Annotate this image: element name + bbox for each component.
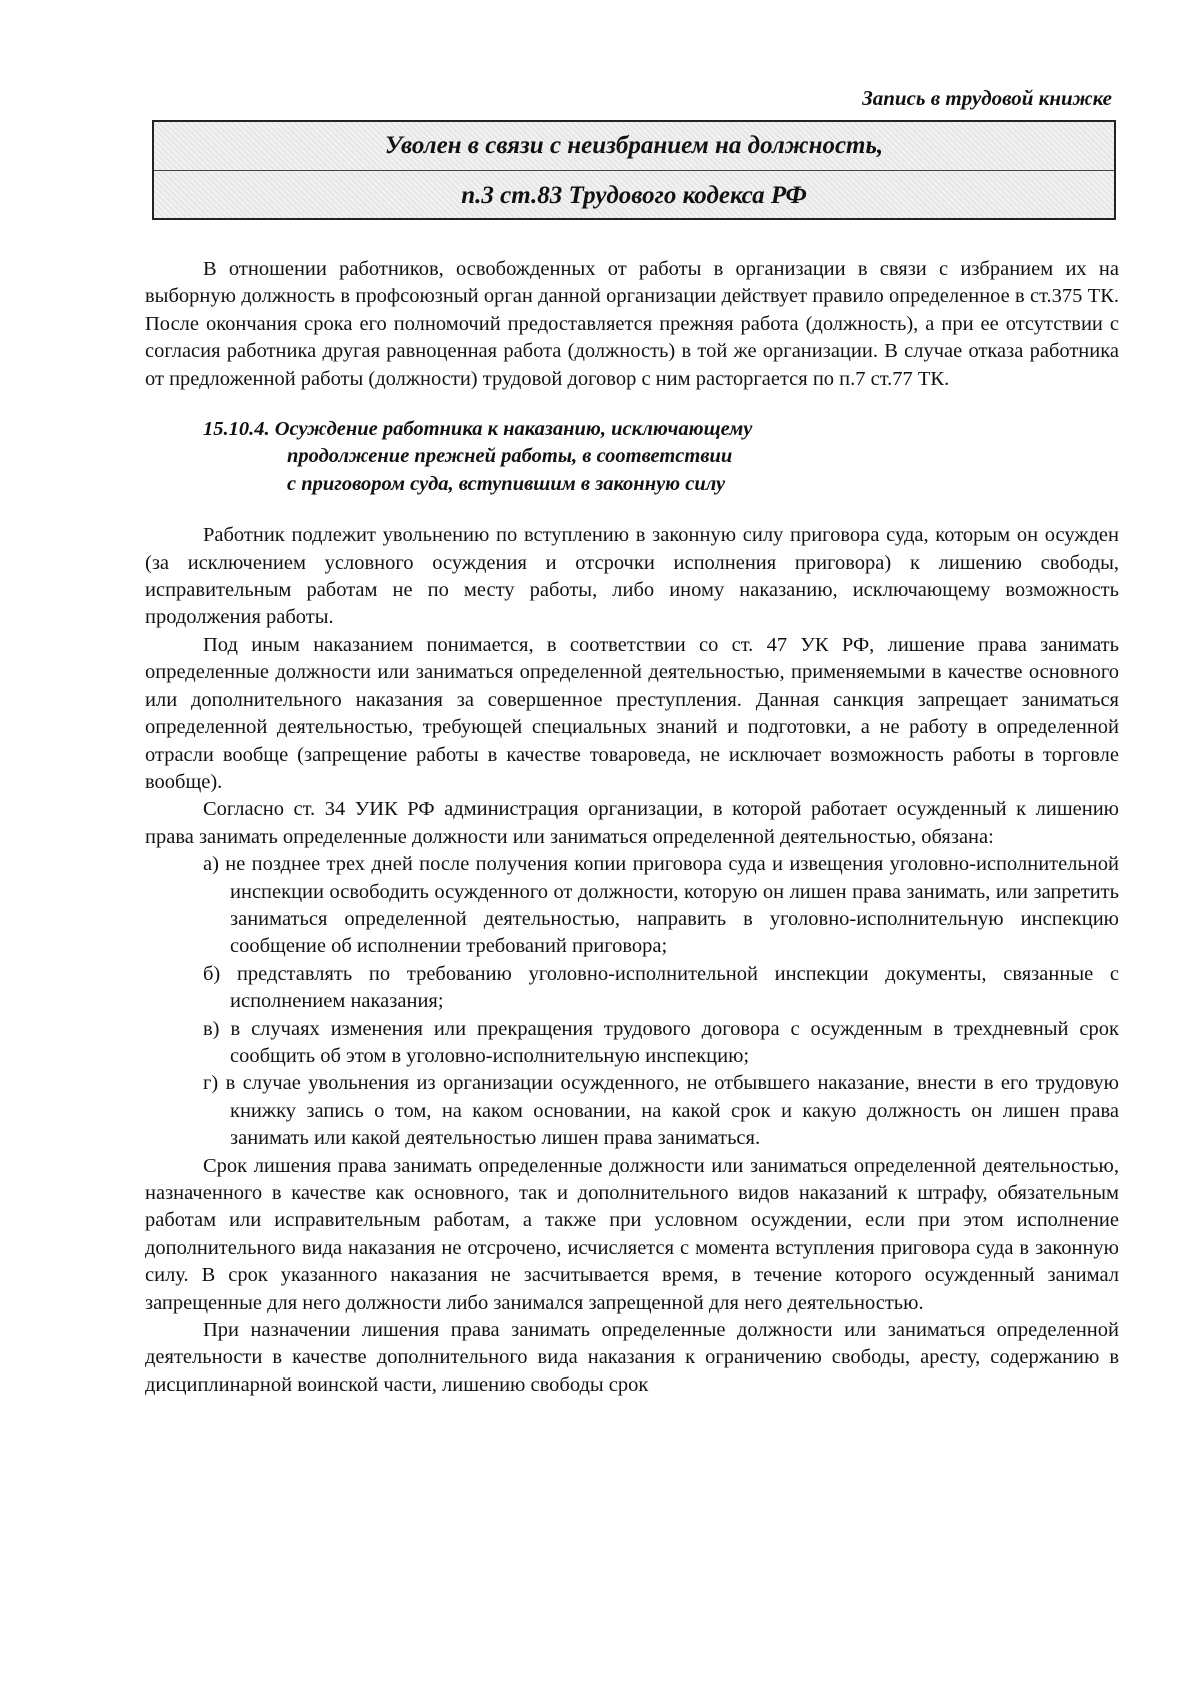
paragraph: Срок лишения права занимать определенные должности или заниматься определенной деятельностью, назначенного в качестве как основного, так и дополнительного видов наказаний к штрафу, обязательным работам или исправительным работам, а также при условном осуждении, если при этом исполнение дополнительного вида наказания не отсрочено, исчисляется с момента вступления приговора суда в законную силу. В срок указанного наказания не засчитывается время, в течение которого осужденный занимал запрещенные для него должности либо занимался запрещенной для него деятельностью.	[145, 1154, 1119, 1314]
paragraph: Согласно ст. 34 УИК РФ администрация организации, в которой работает осужденный к лишению права занимать определенные должности или заниматься определенной деятельностью, обязана:	[145, 798, 1119, 848]
record-divider	[154, 170, 1114, 171]
paragraph: В отношении работников, освобожденных от работы в организации в связи с избранием их на выборную должность в профсоюзный орган данной организации действует правило определенное в ст.375 ТК. После окончания срока его полномочий предоставляется прежняя работа (должность), а при ее отсутствии с согласия работника другая равноценная работа (должность) в той же организации. В случае отказа работника от предложенной работы (должности) трудовой договор с ним расторгается по п.7 ст.77 ТК.	[145, 258, 1119, 390]
list-item: б) представлять по требованию уголовно-исполнительной инспекции документы, связанные с исполнением наказания;	[203, 962, 1119, 1013]
heading-line-2: продолжение прежней работы, в соответствии	[287, 445, 733, 468]
list-item: а) не позднее трех дней после получения копии приговора суда и извещения уголовно-исполнительной инспекции освободить осужденного от должности, которую он лишен права занимать, или запретить заниматься определенной деятельностью, направить в уголовно-исполнительную инспекцию сообщение об исполнении требований приговора;	[203, 853, 1119, 958]
paragraph: Под иным наказанием понимается, в соответствии со ст. 47 УК РФ, лишение права занимать определенные должности или заниматься определенной деятельностью, применяемыми в качестве основного или дополнительного наказания за совершенное преступления. Данная санкция запрещает заниматься определенной деятельностью, требующей специальных знаний и подготовки, а не работу в определенной отрасли вообще (запрещение работы в качестве товароведа, не исключает возможность работы в торговле вообще).	[145, 633, 1119, 793]
paragraph: Работник подлежит увольнению по вступлению в законную силу приговора суда, которым он осужден (за исключением условного осуждения и отсрочки исполнения приговора) к лишению свободы, исправительным работам не по месту работы, либо иному наказанию, исключающему возможность продолжения работы.	[145, 524, 1119, 629]
record-line-2: п.3 ст.83 Трудового кодекса РФ	[461, 182, 807, 209]
record-label: Запись в трудовой книжке	[862, 86, 1112, 110]
heading-line-1: 15.10.4. Осуждение работника к наказанию, исключающему	[203, 418, 753, 441]
document-body	[145, 256, 1119, 1399]
section-heading	[203, 416, 1119, 498]
list-item: г) в случае увольнения из организации осужденного, не отбывшего наказание, внести в его трудовую книжку запись о том, на каком основании, на какой срок и какую должность он лишен права занимать или какой деятельностью лишен права заниматься.	[203, 1072, 1119, 1150]
paragraph: При назначении лишения права занимать определенные должности или заниматься определенной деятельности в качестве дополнительного вида наказания к ограничению свободы, аресту, содержанию в дисциплинарной воинской части, лишению свободы срок	[145, 1319, 1119, 1396]
record-box	[152, 120, 1116, 220]
list-item: в) в случаях изменения или прекращения трудового договора с осужденным в трехдневный срок сообщить об этом в уголовно-исполнительную инспекцию;	[203, 1017, 1119, 1067]
record-line-1: Уволен в связи с неизбранием на должность,	[384, 132, 884, 159]
heading-line-3: с приговором суда, вступившим в законную силу	[287, 472, 726, 495]
